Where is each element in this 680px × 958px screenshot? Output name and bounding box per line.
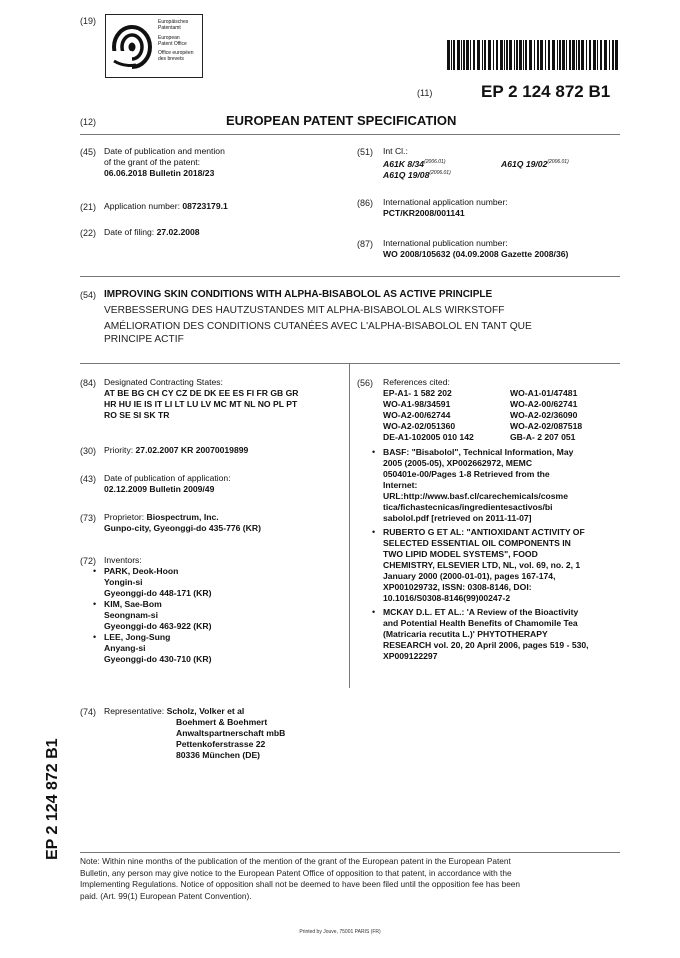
npl-line: TWO LIPID MODEL SYSTEMS", FOOD: [383, 549, 538, 559]
inid-21: (21): [80, 202, 97, 212]
barcode-bar: [463, 40, 465, 70]
title-german: VERBESSERUNG DES HAUTZUSTANDES MIT ALPHA-BISABOLOL ALS WIRKSTOFF: [104, 305, 505, 316]
npl-line: RESEARCH vol. 20, 20 April 2006, pages 519 - 530,: [383, 640, 589, 650]
inid-74: (74): [80, 707, 97, 717]
inventor-city: Seongnam-si: [104, 610, 158, 620]
note-line: paid. (Art. 99(1) European Patent Convention).: [80, 890, 252, 901]
opposition-note: [80, 856, 625, 902]
barcode-bar: [572, 40, 575, 70]
priority-field: [104, 445, 248, 456]
references-label: References cited:: [383, 377, 450, 387]
representative-line-2: Anwaltspartnerschaft mbB: [176, 728, 286, 738]
barcode-bar: [500, 40, 503, 70]
reference-cell: EP-A1- 1 582 202: [383, 388, 452, 398]
barcode-bar: [509, 40, 512, 70]
int-cl-3: A61Q $19/08^{(2006.01)}$: [383, 169, 451, 180]
barcode-bar: [548, 40, 550, 70]
npl-line: Internet:: [383, 480, 418, 490]
publication-number: EP 2 124 872 B1: [481, 82, 611, 101]
filing-date-value: 27.02.2008: [156, 227, 200, 237]
representative-label: Representative:: [104, 706, 165, 716]
barcode-bar: [457, 40, 460, 70]
barcode-bar: [447, 40, 450, 70]
inid-54: (54): [80, 290, 97, 300]
npl-line: URL:http://www.basf.cl/carechemicals/cosme: [383, 491, 568, 501]
barcode-bar: [461, 40, 462, 70]
barcode-bar: [529, 40, 532, 70]
reference-cell: GB-A- 2 207 051: [510, 432, 576, 442]
barcode-bar: [586, 40, 587, 70]
application-number-field: [104, 201, 228, 212]
barcode-bar: [519, 40, 522, 70]
barcode-bar: [557, 40, 558, 70]
proprietor-name: Biospectrum, Inc.: [146, 512, 219, 522]
barcode-bar: [482, 40, 483, 70]
bullet-icon: •: [372, 447, 376, 457]
barcode-bar: [534, 40, 535, 70]
filing-date-label: Date of filing:: [104, 227, 155, 237]
barcode-bar: [578, 40, 580, 70]
barcode-bar: [488, 40, 491, 70]
int-cl-label: Int Cl.:: [383, 146, 408, 156]
inventor-region: Gyeonggi-do 463-922 (KR): [104, 621, 212, 631]
barcode-bar: [581, 40, 584, 70]
proprietor-address: Gunpo-city, Gyeonggi-do 435-776 (KR): [104, 523, 261, 533]
application-number-value: 08723179.1: [182, 201, 228, 211]
barcode-bar: [615, 40, 618, 70]
barcode-bar: [470, 40, 471, 70]
barcode-bar: [466, 40, 469, 70]
npl-line: RUBERTO G ET AL: "ANTIOXIDANT ACTIVITY OF: [383, 527, 585, 537]
states-label: Designated Contracting States:: [104, 377, 223, 387]
non-patent-references: [372, 447, 622, 667]
inventor-name: PARK, Deok-Hoon: [104, 566, 179, 576]
proprietor-label: Proprietor:: [104, 512, 145, 522]
reference-cell: WO-A2-02/087518: [510, 421, 583, 431]
reference-cell: DE-A1-102005 010 142: [383, 432, 474, 442]
barcode-bar: [484, 40, 486, 70]
representative-name: Scholz, Volker et al: [166, 706, 245, 716]
reference-cell: WO-A2-00/62744: [383, 410, 451, 420]
column-divider: [349, 363, 350, 688]
npl-line: BASF: "Bisabolol", Technical Information, May: [383, 447, 574, 457]
intl-application-value: PCT/KR2008/001141: [383, 208, 465, 218]
inid-12: (12): [80, 117, 97, 127]
inid-73: (73): [80, 513, 97, 523]
states-line-2: HR HU IE IS IT LI LT LU LV MC MT NL NO PL PT: [104, 399, 298, 409]
side-publication-number: EP 2 124 872 B1: [44, 738, 61, 860]
npl-line: January 2000 (2000-01-01), pages 167-174,: [383, 571, 556, 581]
reference-cell: WO-A2-02/051360: [383, 421, 456, 431]
npl-line: tica/fichastecnicas/ingredientesactivos/bi: [383, 502, 553, 512]
npl-line: and Potential Health Benefits of Chamomile Tea: [383, 618, 578, 628]
barcode-bar: [506, 40, 508, 70]
npl-line: (Matricaria recutita L.)' PHYTOTHERAPY: [383, 629, 548, 639]
bullet-icon: •: [93, 599, 97, 609]
barcode-bar: [589, 40, 591, 70]
representative-line-3: Pettenkoferstrasse 22: [176, 739, 266, 749]
inid-86: (86): [357, 198, 374, 208]
divider-title-top: [80, 276, 620, 277]
barcode-bar: [545, 40, 546, 70]
barcode-bar: [540, 40, 543, 70]
title-french-line2: PRINCIPE ACTIF: [104, 334, 184, 345]
application-number-label: Application number:: [104, 201, 180, 211]
divider-columns-top: [80, 363, 620, 364]
office-name-2: Patentamt: [158, 25, 181, 32]
proprietor-field: [104, 512, 219, 523]
bullet-icon: •: [93, 566, 97, 576]
filing-date-field: [104, 227, 200, 238]
barcode-bar: [569, 40, 571, 70]
representative-line-4: 80336 München (DE): [176, 750, 261, 760]
title-english: IMPROVING SKIN CONDITIONS WITH ALPHA-BISABOLOL AS ACTIVE PRINCIPLE: [104, 289, 493, 300]
barcode-bar: [477, 40, 480, 70]
inid-43: (43): [80, 474, 97, 484]
barcode-bar: [504, 40, 505, 70]
title-french-line1: AMÉLIORATION DES CONDITIONS CUTANÉES AVEC L'ALPHA-BISABOLOL EN TANT QUE: [104, 321, 532, 332]
reference-cell: WO-A2-02/36090: [510, 410, 578, 420]
document-type: EUROPEAN PATENT SPECIFICATION: [226, 113, 457, 128]
app-publication-label: Date of publication of application:: [104, 473, 231, 483]
representative-field: [104, 706, 244, 717]
barcode-bar: [552, 40, 555, 70]
barcode-bar: [609, 40, 610, 70]
inid-19: (19): [80, 16, 97, 26]
npl-entry: [372, 527, 622, 607]
barcode-bar: [473, 40, 475, 70]
office-name-3: European: [158, 34, 180, 41]
reference-cell: WO-A2-00/62741: [510, 399, 578, 409]
npl-entry: [372, 447, 622, 527]
inventor-name: LEE, Jong-Sung: [104, 632, 171, 642]
barcode-bar: [600, 40, 602, 70]
reference-cell: WO-A1-01/47481: [510, 388, 578, 398]
epo-emblem-icon: [110, 21, 154, 71]
npl-line: CHEMISTRY, ELSEVIER LTD, NL, vol. 69, no. 2, 1: [383, 560, 581, 570]
barcode: [447, 40, 620, 70]
reference-cell: WO-A1-98/34591: [383, 399, 451, 409]
inid-72: (72): [80, 556, 97, 566]
barcode-bar: [453, 40, 455, 70]
office-name-5: Office européen: [158, 50, 194, 57]
int-cl-2: A61Q $19/02^{(2006.01)}$: [501, 158, 569, 169]
bullet-icon: •: [372, 607, 376, 617]
note-line: Implementing Regulations. Notice of opposition shall not be deemed to have been filed until the opposition fee has been: [80, 879, 521, 889]
bullet-icon: •: [93, 632, 97, 642]
inid-22: (22): [80, 228, 97, 238]
npl-line: XP009122297: [383, 651, 438, 661]
inid-56: (56): [357, 378, 374, 388]
barcode-bar: [496, 40, 498, 70]
barcode-bar: [514, 40, 515, 70]
states-line-3: RO SE SI SK TR: [104, 410, 170, 420]
intl-publication-value: WO 2008/105632 (04.09.2008 Gazette 2008/36): [383, 249, 569, 259]
note-line: Note: Within nine months of the publication of the mention of the grant of the European patent in the European Patent: [80, 856, 511, 866]
office-name-4: Patent Office: [158, 40, 187, 47]
npl-line: XP001029732, ISSN: 0308-8146, DOI:: [383, 582, 532, 592]
inid-84: (84): [80, 378, 97, 388]
divider-top: [80, 134, 620, 135]
barcode-bar: [566, 40, 567, 70]
priority-label: Priority:: [104, 445, 134, 455]
inventor-region: Gyeonggi-do 430-710 (KR): [104, 654, 212, 664]
barcode-bar: [593, 40, 596, 70]
barcode-bar: [516, 40, 518, 70]
int-cl-1: A61K $8/34^{(2006.01)}$: [383, 158, 446, 169]
printer-line: Printed by Jouve, 75001 PARIS (FR): [299, 929, 381, 935]
grant-publication-label-2: of the grant of the patent:: [104, 157, 201, 167]
inid-51: (51): [357, 147, 374, 157]
intl-publication-label: International publication number:: [383, 238, 508, 248]
barcode-bar: [559, 40, 561, 70]
inventor-region: Gyeonggi-do 448-171 (KR): [104, 588, 212, 598]
intl-application-label: International application number:: [383, 197, 508, 207]
npl-line: 10.1016/S0308-8146(99)00247-2: [383, 593, 511, 603]
barcode-bar: [604, 40, 607, 70]
npl-line: sabolol.pdf [retrieved on 2011-11-07]: [383, 513, 532, 523]
representative-line-1: Boehmert & Boehmert: [176, 717, 268, 727]
npl-line: SELECTED ESSENTIAL OIL COMPONENTS IN: [383, 538, 571, 548]
npl-entry: [372, 607, 622, 667]
grant-publication-value: 06.06.2018 Bulletin 2018/23: [104, 168, 215, 178]
divider-note: [80, 852, 620, 853]
states-line-1: AT BE BG CH CY CZ DE DK EE ES FI FR GB GR: [104, 388, 299, 398]
inid-30: (30): [80, 446, 97, 456]
office-name-1: Europäisches: [158, 19, 189, 25]
inventor-city: Anyang-si: [104, 643, 146, 653]
bullet-icon: •: [372, 527, 376, 537]
epo-logo: [105, 14, 203, 78]
inventors-label: Inventors:: [104, 555, 142, 565]
priority-value: 27.02.2007 KR 20070019899: [135, 445, 249, 455]
barcode-bar: [612, 40, 614, 70]
barcode-bar: [493, 40, 494, 70]
office-name-6: des brevets: [158, 56, 184, 63]
barcode-bar: [562, 40, 565, 70]
inventor-name: KIM, Sae-Bom: [104, 599, 162, 609]
npl-line: MCKAY D.L. ET AL.: 'A Review of the Bioactivity: [383, 607, 579, 617]
npl-line: 2005 (2005-05), XP002662972, MEMC: [383, 458, 533, 468]
inid-11: (11): [417, 88, 433, 98]
app-publication-value: 02.12.2009 Bulletin 2009/49: [104, 484, 215, 494]
barcode-bar: [525, 40, 527, 70]
barcode-bar: [523, 40, 524, 70]
barcode-bar: [537, 40, 539, 70]
note-line: Bulletin, any person may give notice to the European Patent Office of opposition to that patent, in accordance with the: [80, 867, 512, 878]
inid-87: (87): [357, 239, 374, 249]
barcode-bar: [451, 40, 452, 70]
inventor-city: Yongin-si: [104, 577, 143, 587]
barcode-bar: [597, 40, 598, 70]
grant-publication-label-1: Date of publication and mention: [104, 146, 225, 156]
npl-line: 050401e-00/Pages 1-8 Retrieved from the: [383, 469, 550, 479]
inid-45: (45): [80, 147, 97, 157]
barcode-bar: [576, 40, 577, 70]
